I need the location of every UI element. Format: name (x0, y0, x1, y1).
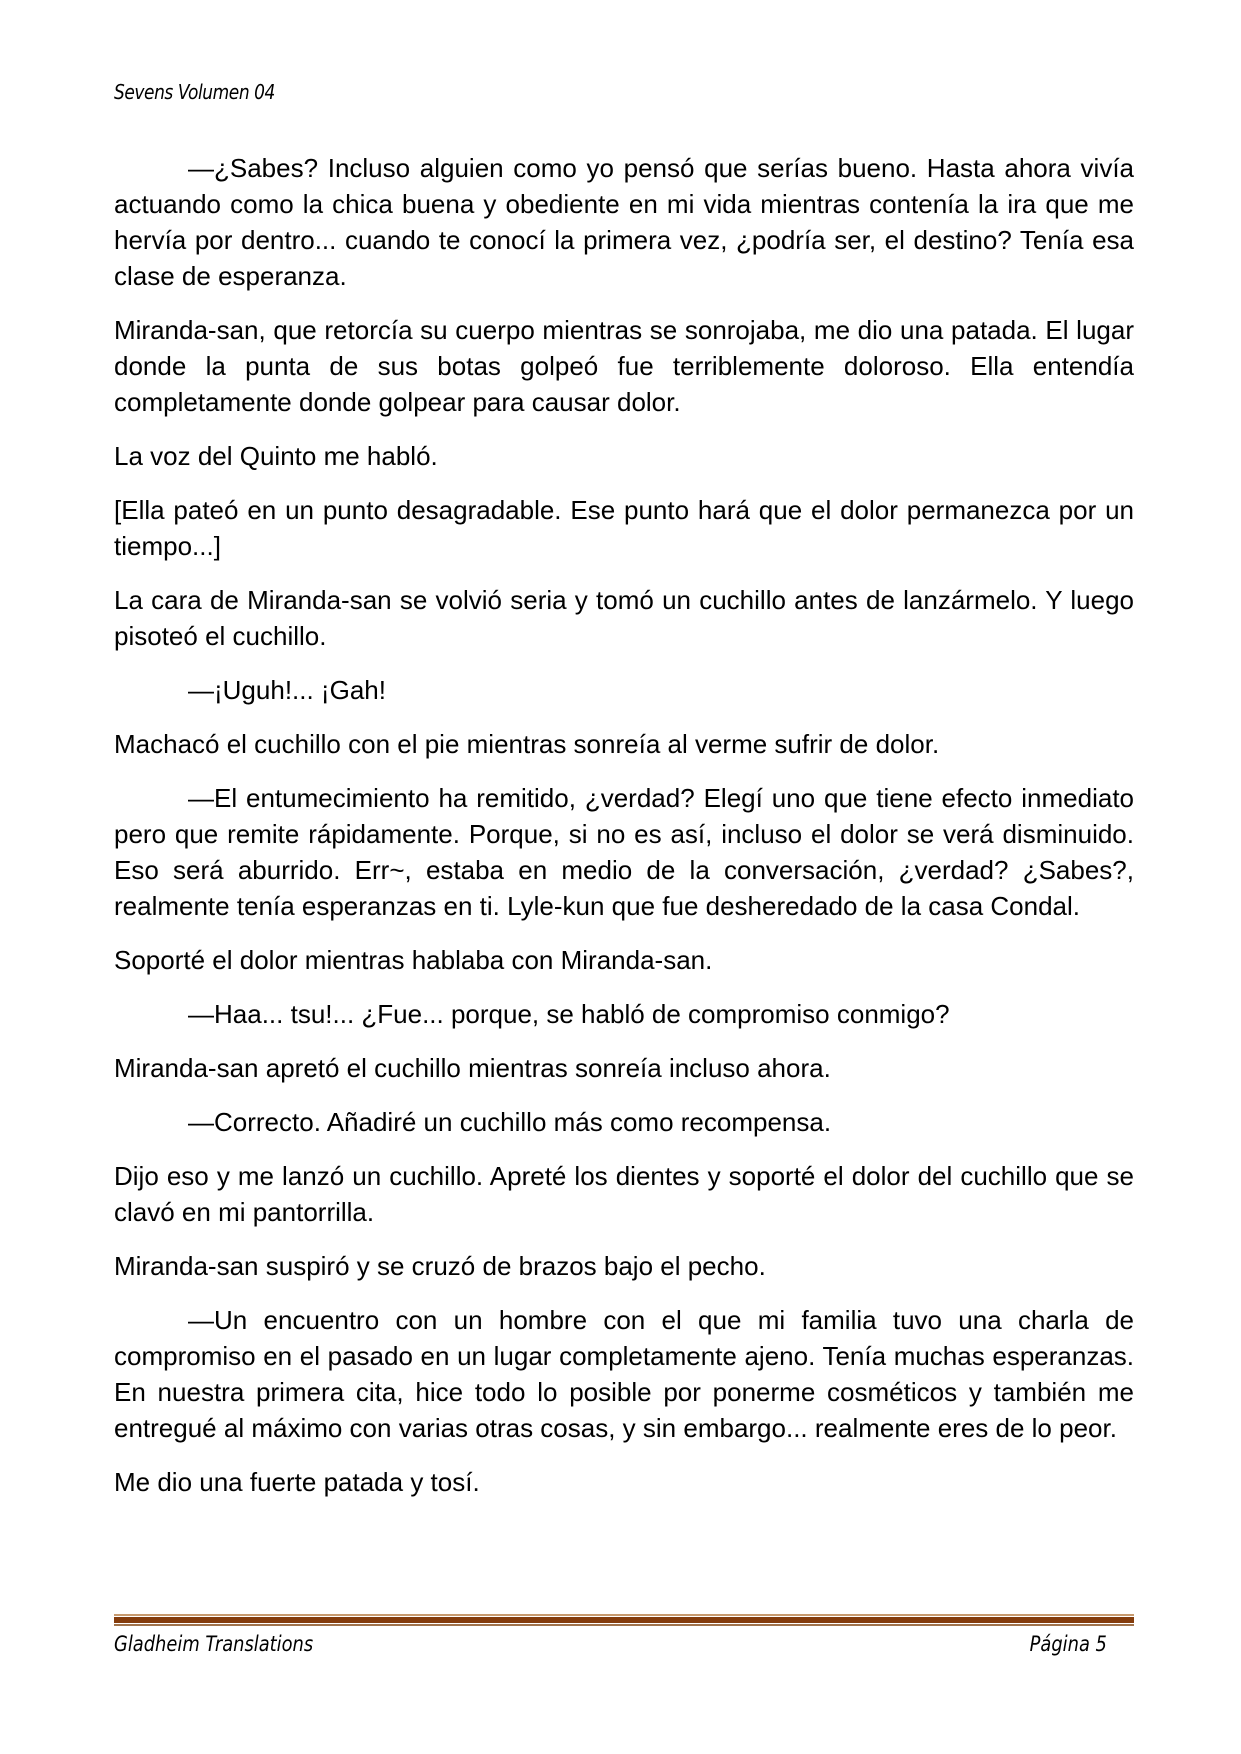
paragraph: La voz del Quinto me habló. (114, 441, 438, 471)
paragraph: Me dio una fuerte patada y tosí. (114, 1467, 480, 1497)
footer-rule (114, 1614, 1134, 1626)
paragraph: —¡Uguh!... ¡Gah! (188, 675, 386, 705)
page-number: Página 5 (1029, 1632, 1107, 1656)
paragraph: Miranda-san apretó el cuchillo mientras sonreía incluso ahora. (114, 1053, 831, 1083)
paragraph: —Haa... tsu!... ¿Fue... porque, se habló de compromiso conmigo? (188, 999, 950, 1029)
page-body (114, 150, 1134, 1518)
paragraph: —¿Sabes? Incluso alguien como yo pensó que serías bueno. Hasta ahora vivía actuando como la chica buena y obediente en mi vida mientras contenía la ira que me hervía por dentro... cuando te conocí la primera vez, ¿podría ser, el destino? Tenía esa clase de esperanza. (114, 153, 1134, 291)
paragraph: Dijo eso y me lanzó un cuchillo. Apreté los dientes y soporté el dolor del cuchillo que se clavó en mi pantorrilla. (114, 1161, 1134, 1227)
paragraph: Machacó el cuchillo con el pie mientras sonreía al verme sufrir de dolor. (114, 729, 940, 759)
paragraph: [Ella pateó en un punto desagradable. Ese punto hará que el dolor permanezca por un tiempo...] (114, 495, 1134, 561)
footer-publisher: Gladheim Translations (114, 1632, 314, 1656)
rule-thick (114, 1617, 1134, 1623)
paragraph: —Correcto. Añadiré un cuchillo más como recompensa. (188, 1107, 832, 1137)
paragraph: —El entumecimiento ha remitido, ¿verdad? Elegí uno que tiene efecto inmediato pero que remite rápidamente. Porque, si no es así, incluso el dolor se verá disminuido. Eso será aburrido. Err~, estaba en medio de la conversación, ¿verdad? ¿Sabes?, realmente tenía esperanzas en ti. Lyle-kun que fue desheredado de la casa Condal. (114, 783, 1134, 921)
running-header: Sevens Volumen 04 (114, 80, 275, 104)
paragraph: Miranda-san, que retorcía su cuerpo mientras se sonrojaba, me dio una patada. El lugar donde la punta de sus botas golpeó fue terriblemente doloroso. Ella entendía completamente donde golpear para causar dolor. (114, 315, 1134, 417)
paragraph: Soporté el dolor mientras hablaba con Miranda-san. (114, 945, 713, 975)
paragraph: La cara de Miranda-san se volvió seria y tomó un cuchillo antes de lanzármelo. Y luego pisoteó el cuchillo. (114, 585, 1134, 651)
rule-thin-bottom (114, 1624, 1134, 1626)
paragraph: —Un encuentro con un hombre con el que mi familia tuvo una charla de compromiso en el pasado en un lugar completamente ajeno. Tenía muchas esperanzas. En nuestra primera cita, hice todo lo posible por ponerme cosméticos y también me entregué al máximo con varias otras cosas, y sin embargo... realmente eres de lo peor. (114, 1305, 1134, 1443)
rule-thin-top (114, 1614, 1134, 1616)
paragraph: Miranda-san suspiró y se cruzó de brazos bajo el pecho. (114, 1251, 766, 1281)
